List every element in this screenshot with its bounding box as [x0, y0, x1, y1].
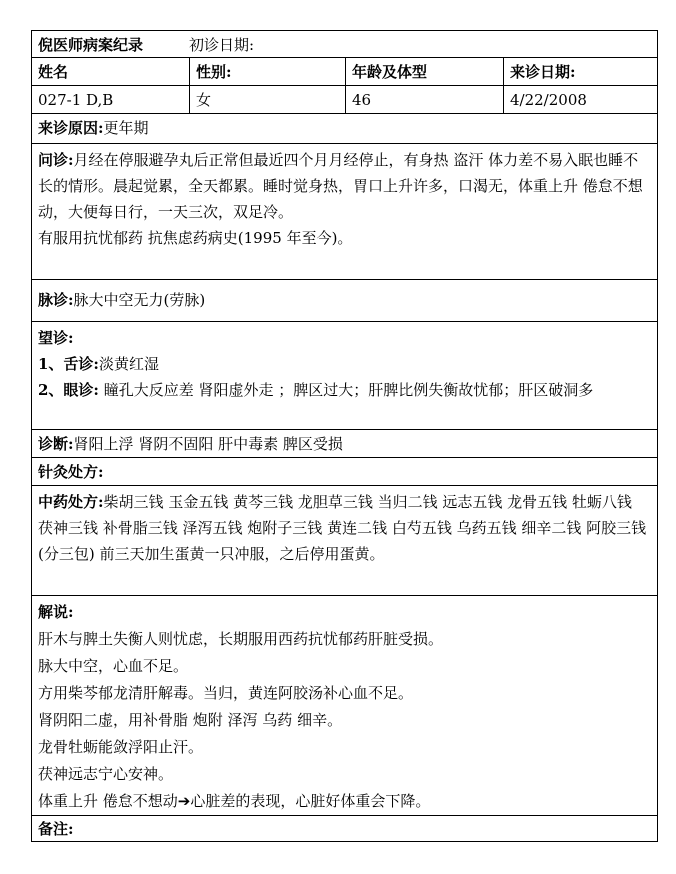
diagnosis-text: 肾阳上浮 肾阴不固阳 肝中毒素 脾区受损: [73, 435, 343, 453]
inquiry-text: 月经在停服避孕丸后正常但最近四个月月经停止，有身热 盗汗 体力差不易入眠也睡不长的情形。晨起觉累，全天都累。睡时觉身热，胃口上升许多，口渴无，体重上升 倦怠不想动，大便每日行，一天三次，双足冷。: [38, 151, 643, 221]
reason-section: [31, 114, 658, 144]
age-header: 年龄及体型: [346, 58, 504, 85]
diagnosis-label: 诊断:: [38, 435, 74, 453]
eye-text: 瞳孔大反应差 肾阳虚外走 ；脾区过大；肝脾比例失衡故忧郁；肝区破洞多: [103, 381, 594, 399]
observation-section: [31, 322, 658, 430]
inquiry-label: 问诊:: [38, 151, 74, 169]
explanation-line: 肝木与脾土失衡人则忧虑，长期服用西药抗忧郁药肝脏受损。: [38, 630, 444, 648]
visit-date-header: 来诊日期:: [510, 63, 576, 81]
acupuncture-label: 针灸处方:: [38, 463, 104, 481]
visit-date: 4/22/2008: [510, 90, 587, 109]
eye-label: 2、眼诊:: [38, 381, 99, 399]
explanation-label: 解说:: [38, 603, 74, 621]
pulse-section: [31, 280, 658, 322]
record-title: 倪医师病案纪录: [38, 35, 144, 54]
diagnosis-section: [31, 430, 658, 458]
patient-id: 027-1 D,B: [32, 86, 190, 113]
name-header: 姓名: [32, 58, 190, 85]
herbal-section: [31, 486, 658, 596]
explanation-line: 龙骨牡蛎能敛浮阳止汗。: [38, 738, 204, 756]
patient-age: 46: [346, 86, 504, 113]
reason-text: 更年期: [103, 119, 149, 137]
explanation-line: 脉大中空，心血不足。: [38, 657, 189, 675]
reason-label: 来诊原因:: [38, 119, 104, 137]
explanation-line: 肾阴阳二虚，用补骨脂 炮附 泽泻 乌药 细辛。: [38, 711, 343, 729]
info-header-row: [31, 58, 658, 86]
pulse-text: 脉大中空无力(劳脉): [73, 291, 206, 309]
medication-history: 有服用抗忧郁药 抗焦虑药病史(1995 年至今)。: [38, 229, 353, 247]
explanation-last-line-start: 体重上升 倦怠不想动: [38, 792, 178, 810]
explanation-section: [31, 596, 658, 816]
explanation-line: 方用柴芩郁龙清肝解毒。当归，黄连阿胶汤补心血不足。: [38, 684, 414, 702]
patient-gender: 女: [190, 86, 346, 113]
notes-section: [31, 816, 658, 842]
acupuncture-section: [31, 458, 658, 486]
tongue-text: 淡黄红湿: [98, 355, 159, 373]
notes-label: 备注:: [38, 820, 74, 838]
observation-label: 望诊:: [38, 329, 74, 347]
tongue-label: 1、舌诊:: [38, 355, 99, 373]
title-row: [31, 30, 658, 58]
explanation-last-line-end: 心脏差的表现，心脏好体重会下降。: [190, 792, 431, 810]
first-visit-date-label: 初诊日期:: [189, 35, 255, 54]
pulse-label: 脉诊:: [38, 291, 74, 309]
inquiry-section: [31, 144, 658, 280]
info-value-row: [31, 86, 658, 114]
herbal-label: 中药处方:: [38, 493, 104, 511]
case-record-table: [31, 30, 658, 842]
herbal-text: 柴胡三钱 玉金五钱 黄芩三钱 龙胆草三钱 当归二钱 远志五钱 龙骨五钱 牡蛎八钱 茯神三钱 补骨脂三钱 泽泻五钱 炮附子三钱 黄连二钱 白芍五钱 乌药五钱 细辛二钱 阿胶三钱(分三包) 前三天加生蛋黄一只冲服，之后停用蛋黄。: [38, 493, 647, 563]
gender-header: 性别:: [190, 58, 346, 85]
arrow-right-icon: ➔: [177, 792, 191, 810]
explanation-line: 茯神远志宁心安神。: [38, 765, 174, 783]
